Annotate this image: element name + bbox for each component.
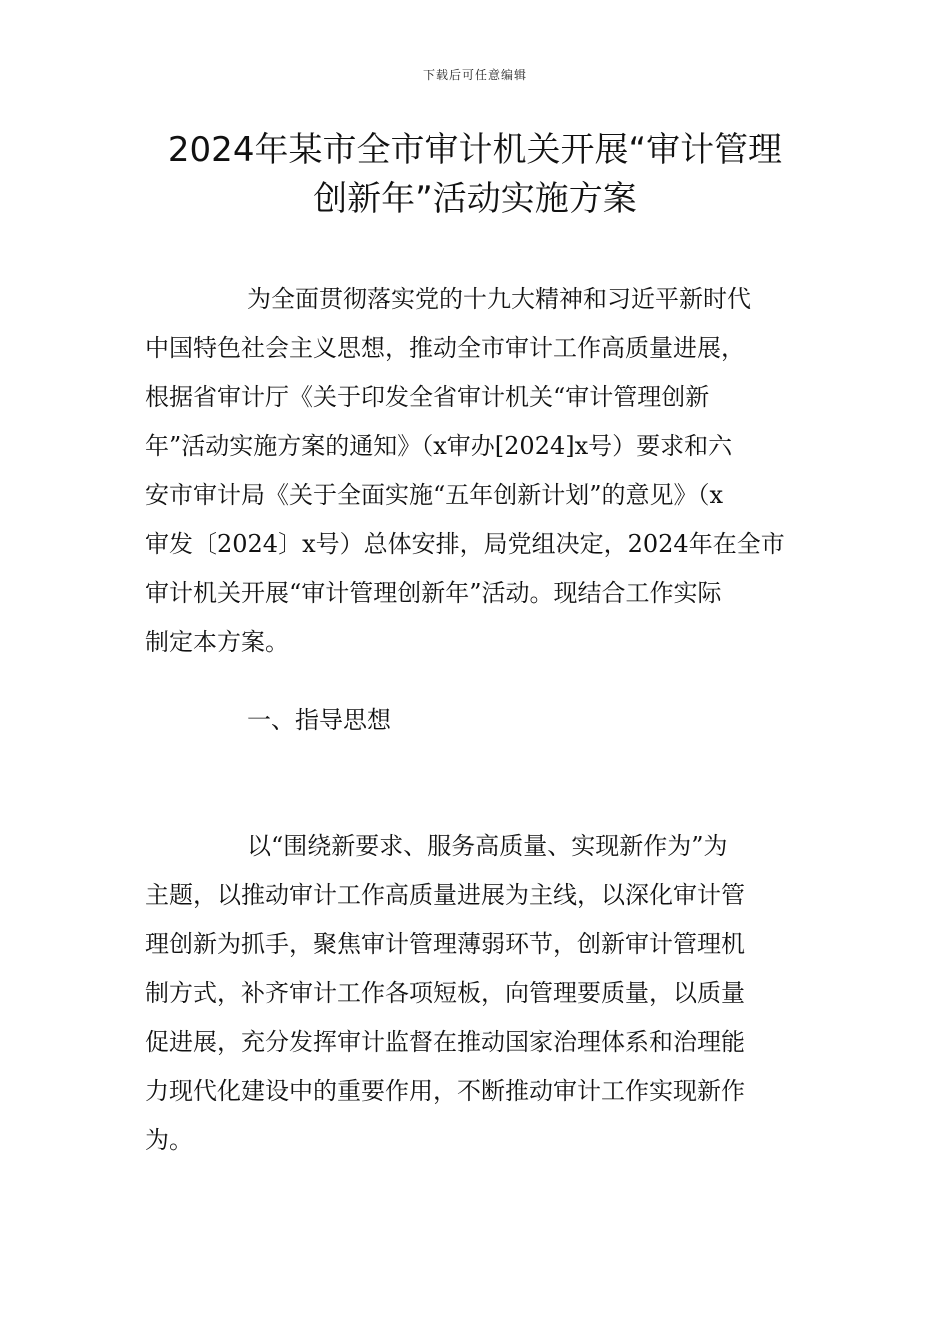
title-line: 2024年某市全市审计机关开展“审计管理 <box>167 130 783 170</box>
paragraph-line: 根据省审计厅《关于印发全省审计机关“审计管理创新 <box>145 383 710 411</box>
header-note: 下载后可任意编辑 <box>422 68 527 82</box>
paragraph-line: 制方式，补齐审计工作各项短板，向管理要质量，以质量 <box>145 979 745 1007</box>
paragraph-line: 理创新为抓手，聚焦审计管理薄弱环节，创新审计管理机 <box>145 930 745 958</box>
paragraph-line: 年”活动实施方案的通知》（x审办[2024]x号）要求和六 <box>145 432 733 460</box>
title-line: 创新年”活动实施方案 <box>313 179 637 219</box>
paragraph-line: 制定本方案。 <box>145 628 289 656</box>
paragraph-line: 力现代化建设中的重要作用，不断推动审计工作实现新作 <box>145 1077 745 1105</box>
paragraph-line: 中国特色社会主义思想，推动全市审计工作高质量进展， <box>145 334 745 362</box>
guiding-thought-paragraph <box>145 822 805 1165</box>
paragraph-line: 审发〔2024〕x号）总体安排，局党组决定，2024年在全市 <box>145 530 785 558</box>
paragraph-line: 以“围绕新要求、服务高质量、实现新作为”为 <box>247 832 728 860</box>
document-title <box>145 126 805 224</box>
paragraph-line: 主题，以推动审计工作高质量进展为主线，以深化审计管 <box>145 881 745 909</box>
paragraph-line: 促进展，充分发挥审计监督在推动国家治理体系和治理能 <box>145 1028 745 1056</box>
paragraph-line: 为全面贯彻落实党的十九大精神和习近平新时代 <box>247 285 751 313</box>
section-heading-guiding-thought: 一、指导思想 <box>247 706 391 734</box>
paragraph-line: 安市审计局《关于全面实施“五年创新计划”的意见》（x <box>145 481 724 509</box>
intro-paragraph <box>145 275 805 667</box>
paragraph-line: 为。 <box>145 1126 193 1154</box>
paragraph-line: 审计机关开展“审计管理创新年”活动。现结合工作实际 <box>145 579 722 607</box>
